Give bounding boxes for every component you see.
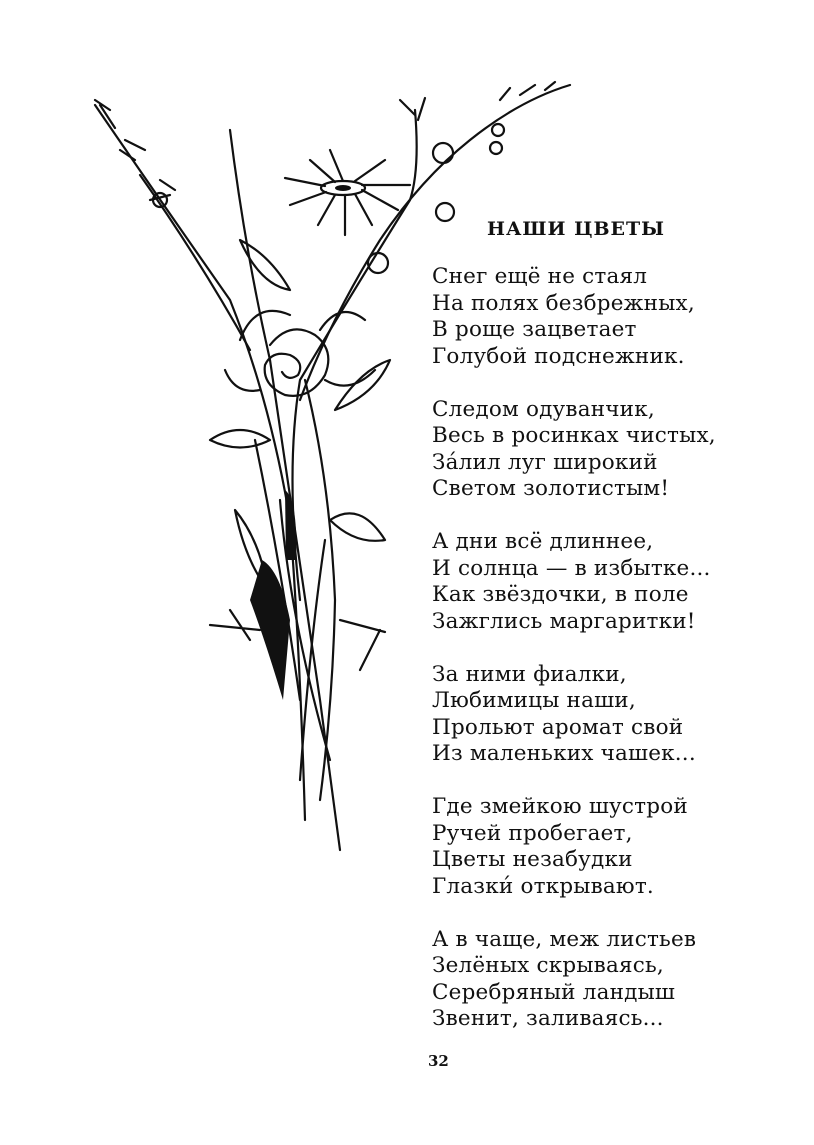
poem-line: И солнца — в избытке... (432, 555, 711, 581)
poem-line: Глазки́ открывают. (432, 873, 654, 899)
poem-line: Звенит, заливаясь... (432, 1006, 664, 1031)
poem-line: Зажглись маргаритки! (432, 608, 696, 634)
poem-line: Весь в росинках чистых, (432, 423, 716, 448)
stanza (432, 794, 802, 900)
page-number: 32 (428, 1052, 449, 1070)
poem-line: А дни всё длиннее, (432, 529, 654, 554)
poem-line: Светом золотистым! (432, 476, 670, 501)
poem-line: Где змейкою шустрой (432, 794, 688, 819)
poem-line: Снег ещё не стаял (432, 264, 648, 289)
poem-line: На полях безбрежных, (432, 290, 695, 316)
poem-line: Зелёных скрываясь, (432, 953, 664, 978)
stanza (432, 397, 802, 503)
stanza (432, 927, 802, 1033)
poem-line: В роще зацветает (432, 317, 637, 342)
poem-line: Цветы незабудки (432, 847, 633, 872)
poem-line: Любимицы наши, (432, 688, 636, 713)
poem-line: Серебряный ландыш (432, 979, 676, 1005)
poem-line: Прольют аромат свой (432, 714, 684, 740)
poem-line: За́лил луг широкий (432, 449, 658, 475)
poem-line: Ручей пробегает, (432, 820, 633, 846)
poem-line: А в чаще, меж листьев (432, 926, 697, 952)
poem-line: Как звёздочки, в поле (432, 582, 689, 607)
poem-line: Следом одуванчик, (432, 396, 655, 422)
poem-line: Из маленьких чашек... (432, 741, 696, 766)
stanza (432, 662, 802, 768)
stanza (432, 529, 802, 635)
stanza (432, 264, 802, 370)
poem-title: НАШИ ЦВЕТЫ (487, 218, 665, 240)
poem-body (432, 264, 802, 1059)
poem-line: Голубой подснежник. (432, 343, 685, 369)
poem-line: За ними фиалки, (432, 661, 627, 687)
